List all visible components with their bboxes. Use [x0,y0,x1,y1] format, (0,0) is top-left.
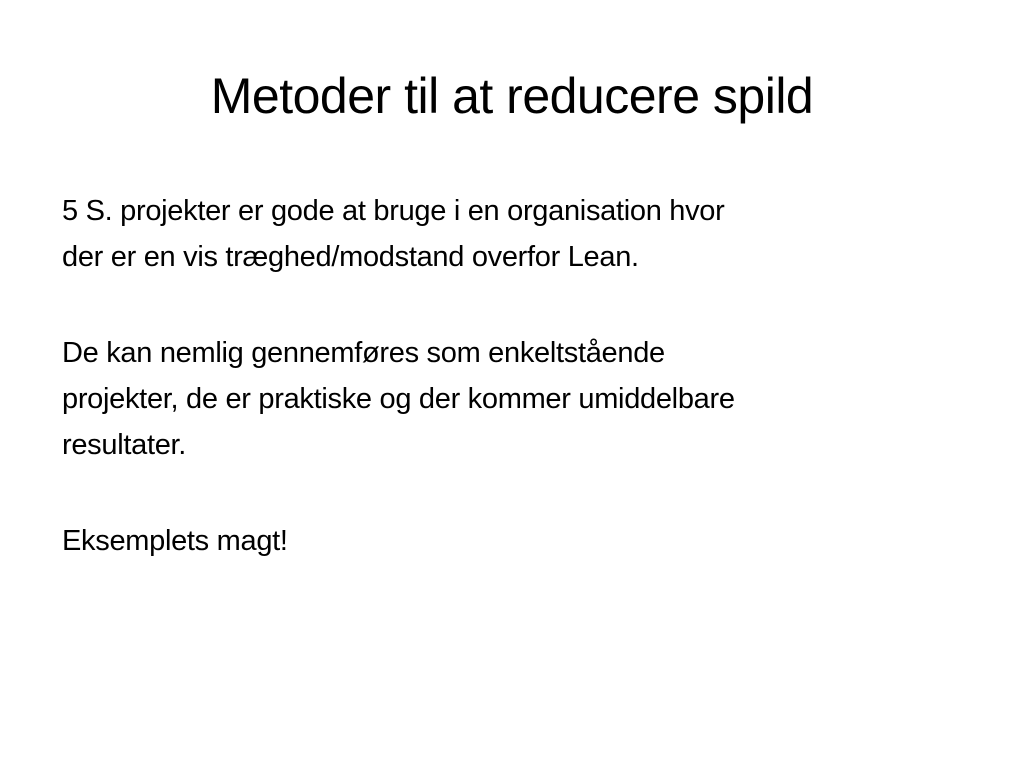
paragraph-implementation [62,330,962,468]
slide-title: Metoder til at reducere spild [210,68,814,124]
paragraph-line: resultater. [62,429,187,461]
paragraph-line: projekter, de er praktiske og der kommer umiddelbare [62,383,735,415]
paragraph-5s-projects [62,188,962,280]
paragraph-line: De kan nemlig gennemføres som enkeltstående [62,337,665,369]
paragraph-line: der er en vis træghed/modstand overfor Lean. [62,241,639,273]
paragraph-line: Eksemplets magt! [62,525,288,557]
slide-body [62,188,962,614]
paragraph-line: 5 S. projekter er gode at bruge i en organisation hvor [62,195,725,227]
paragraph-example [62,518,962,564]
